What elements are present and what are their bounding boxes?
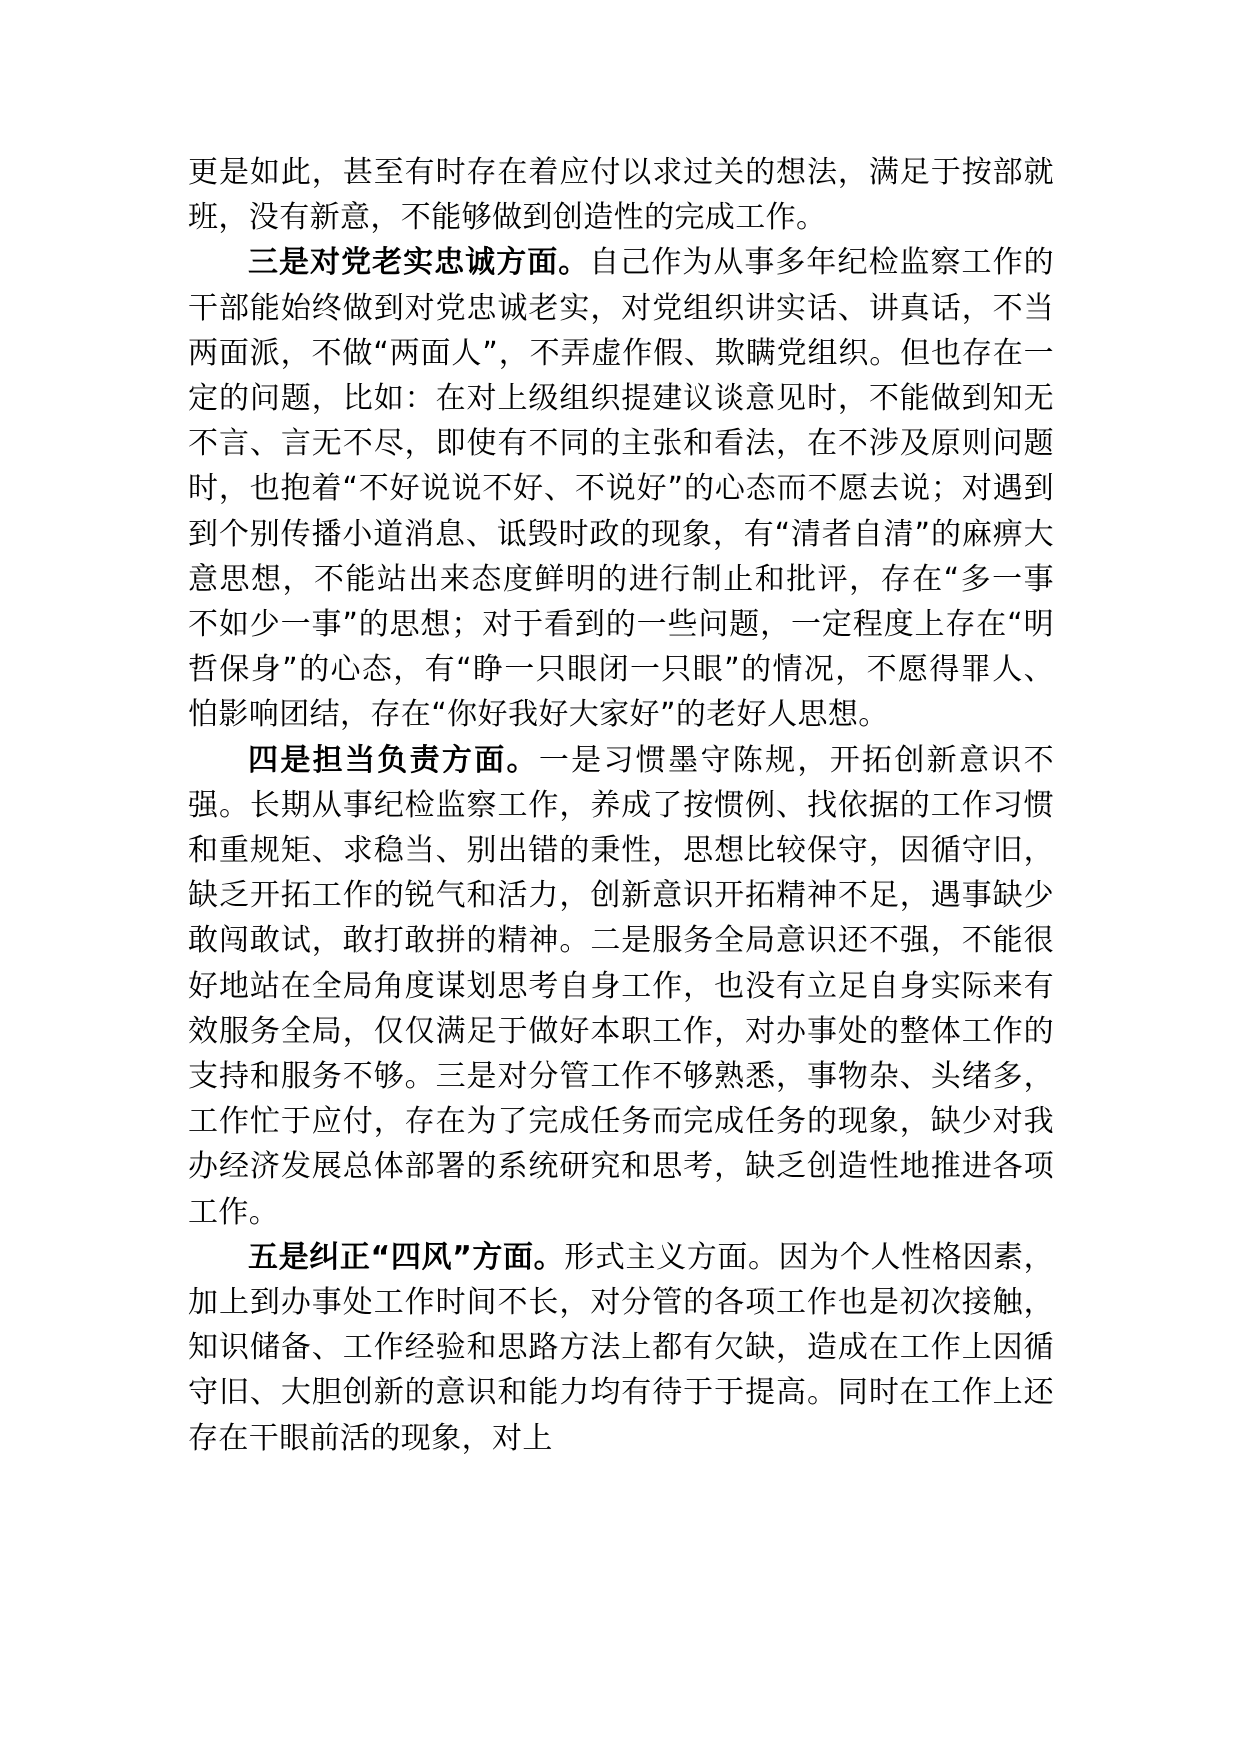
paragraph-text: 一是习惯墨守陈规，开拓创新意识不强。长期从事纪检监察工作，养成了按惯例、找依据的工作习惯和重规矩、求稳当、别出错的秉性，思想比较保守，因循守旧，缺乏开拓工作的锐气和活力，创新意识开拓精神不足，遇事缺少敢闯敢试，敢打敢拼的精神。二是服务全局意识还不强，不能很好地站在全局角度谋划思考自身工作，也没有立足自身实际来有效服务全局，仅仅满足于做好本职工作，对办事处的整体工作的支持和服务不够。三是对分管工作不够熟悉，事物杂、头绪多，工作忙于应付，存在为了完成任务而完成任务的现象，缺少对我办经济发展总体部署的系统研究和思考，缺乏创造性地推进各项工作。: [188, 742, 1054, 1230]
paragraph-heading: 三是对党老实忠诚方面。: [248, 245, 590, 281]
paragraph-responsibility: [188, 738, 1054, 1235]
paragraph-text: 更是如此，甚至有时存在着应付以求过关的想法，满足于按部就班，没有新意，不能够做到创造性的完成工作。: [188, 155, 1054, 236]
document-page: [188, 150, 1054, 1461]
paragraph-text: 形式主义方面。因为个人性格因素，加上到办事处工作时间不长，对分管的各项工作也是初次接触，知识储备、工作经验和思路方法上都有欠缺，造成在工作上因循守旧、大胆创新的意识和能力均有待于于提高。同时在工作上还存在干眼前活的现象，对上: [188, 1239, 1054, 1456]
paragraph-heading: 四是担当负责方面。: [248, 742, 539, 778]
paragraph-continued: [188, 150, 1054, 240]
paragraph-heading: 五是纠正“四风”方面。: [248, 1239, 565, 1275]
paragraph-loyalty: [188, 240, 1054, 737]
paragraph-four-winds: [188, 1235, 1054, 1461]
paragraph-text: 自己作为从事多年纪检监察工作的干部能始终做到对党忠诚老实，对党组织讲实话、讲真话，不当两面派，不做“两面人”，不弄虚作假、欺瞒党组织。但也存在一定的问题，比如：在对上级组织提建议谈意见时，不能做到知无不言、言无不尽，即使有不同的主张和看法，在不涉及原则问题时，也抱着“不好说说不好、不说好”的心态而不愿去说；对遇到到个别传播小道消息、诋毁时政的现象，有“清者自清”的麻痹大意思想，不能站出来态度鲜明的进行制止和批评，存在“多一事不如少一事”的思想；对于看到的一些问题，一定程度上存在“明哲保身”的心态，有“睁一只眼闭一只眼”的情况，不愿得罪人、怕影响团结，存在“你好我好大家好”的老好人思想。: [188, 245, 1054, 733]
